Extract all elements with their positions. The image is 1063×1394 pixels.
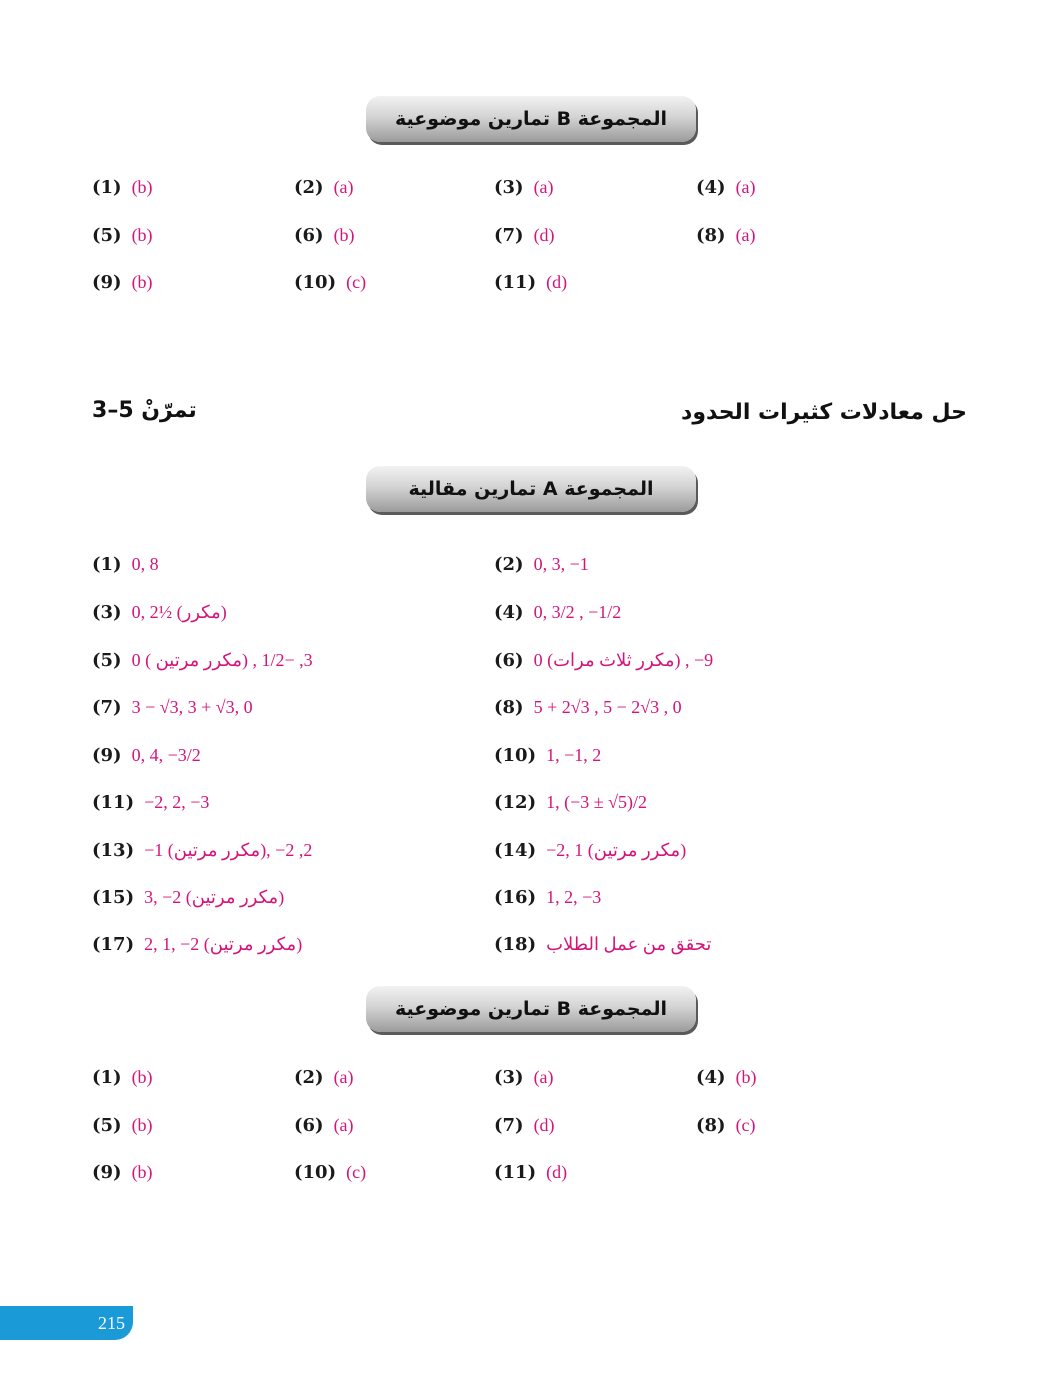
item-number: (3) (92, 601, 122, 623)
answer-item (92, 1157, 153, 1187)
answer-row (0, 929, 1063, 959)
item-answer: 0, 4, −3/2 (131, 744, 201, 765)
item-answer: (b) (131, 1114, 153, 1135)
answer-row (0, 645, 1063, 675)
item-answer: (c) (346, 271, 367, 292)
answer-row (0, 740, 1063, 770)
item-number: (5) (92, 224, 122, 246)
item-number: (11) (494, 271, 537, 293)
item-number: (16) (494, 886, 537, 908)
item-answer: 0, 3, −1 (533, 553, 589, 574)
answer-item (294, 1157, 366, 1187)
item-number: (10) (294, 1161, 337, 1183)
answer-item (92, 645, 313, 675)
item-number: (13) (92, 839, 135, 861)
item-answer: (b) (131, 224, 153, 245)
item-number: (3) (494, 176, 524, 198)
item-number: (18) (494, 933, 537, 955)
answer-item (92, 835, 312, 865)
item-number: (4) (696, 1066, 726, 1088)
answer-row (0, 172, 1063, 202)
answer-row (0, 1062, 1063, 1092)
answer-item (92, 692, 253, 722)
item-answer: 5 + 2√3 , 5 − 2√3 , 0 (533, 696, 682, 717)
answer-item (494, 692, 682, 722)
item-answer: (a) (533, 176, 554, 197)
answer-row (0, 882, 1063, 912)
item-number: (7) (494, 1114, 524, 1136)
answer-item (494, 929, 711, 959)
item-number: (2) (294, 176, 324, 198)
answer-item (92, 1062, 153, 1092)
item-number: (6) (294, 224, 324, 246)
answer-item (494, 835, 686, 865)
item-answer: (b) (131, 1066, 153, 1087)
item-number: (7) (494, 224, 524, 246)
answer-item (494, 597, 621, 627)
item-answer: 0, 2½ (مكرر) (131, 601, 227, 622)
item-answer: 1, −1, 2 (546, 744, 602, 765)
item-answer: 0 (مكرر ثلاث مرات) , −9 (533, 649, 714, 670)
item-number: (12) (494, 791, 537, 813)
answer-item (494, 1110, 555, 1140)
answer-item (494, 740, 601, 770)
answer-row (0, 1110, 1063, 1140)
item-answer: (a) (333, 176, 354, 197)
item-number: (5) (92, 1114, 122, 1136)
item-number: (4) (696, 176, 726, 198)
answer-item (92, 267, 153, 297)
item-answer: (b) (735, 1066, 757, 1087)
item-number: (15) (92, 886, 135, 908)
answer-item (294, 267, 366, 297)
item-answer: (d) (546, 1161, 568, 1182)
answer-item (696, 220, 756, 250)
item-number: (10) (494, 744, 537, 766)
item-answer: (b) (131, 176, 153, 197)
item-number: (11) (494, 1161, 537, 1183)
item-number: (10) (294, 271, 337, 293)
item-number: (9) (92, 271, 122, 293)
item-number: (17) (92, 933, 135, 955)
item-answer: (b) (131, 271, 153, 292)
item-number: (8) (696, 224, 726, 246)
answer-item (92, 740, 201, 770)
answer-item (294, 220, 355, 250)
item-number: (11) (92, 791, 135, 813)
item-answer: −2, 2, −3 (144, 791, 210, 812)
answer-item (92, 597, 227, 627)
section-title: حل معادلات كثيرات الحدود (681, 400, 967, 425)
answer-item (696, 172, 756, 202)
answer-row (0, 787, 1063, 817)
answer-item (494, 267, 567, 297)
answer-item (494, 1157, 567, 1187)
banner-title: المجموعة B تمارين موضوعية (395, 108, 667, 130)
item-number: (9) (92, 744, 122, 766)
item-number: (9) (92, 1161, 122, 1183)
item-answer: −1 (مكرر مرتين), −2, 2 (144, 839, 313, 860)
item-answer: (a) (735, 176, 756, 197)
answer-row (0, 1157, 1063, 1187)
item-number: (14) (494, 839, 537, 861)
answer-item (92, 549, 159, 579)
item-number: (8) (494, 696, 524, 718)
top-group-b-banner (366, 96, 696, 142)
item-number: (2) (494, 553, 524, 575)
item-number: (7) (92, 696, 122, 718)
item-answer: (a) (533, 1066, 554, 1087)
item-answer: −2, 1 (مكرر مرتين) (546, 839, 687, 860)
answer-item (696, 1062, 757, 1092)
item-number: (4) (494, 601, 524, 623)
item-answer: 2, 1, −2 (مكرر مرتين) (144, 933, 303, 954)
answer-row (0, 597, 1063, 627)
banner-title: المجموعة B تمارين موضوعية (395, 998, 667, 1020)
answer-item (696, 1110, 756, 1140)
item-answer: 3, −2 (مكرر مرتين) (144, 886, 285, 907)
answer-item (494, 549, 589, 579)
answer-item (494, 882, 601, 912)
item-answer: 3 − √3, 3 + √3, 0 (131, 696, 253, 717)
item-number: (1) (92, 553, 122, 575)
item-answer: (a) (333, 1066, 354, 1087)
item-answer: (a) (735, 224, 756, 245)
answer-item (92, 929, 302, 959)
item-number: (5) (92, 649, 122, 671)
answer-item (294, 1110, 354, 1140)
answer-item (294, 1062, 354, 1092)
item-number: (3) (494, 1066, 524, 1088)
answer-item (494, 1062, 554, 1092)
banner-title: المجموعة A تمارين مقالية (408, 478, 654, 500)
exercise-label: تمرّنْ 5–3 (92, 398, 197, 423)
item-answer: 1, 2, −3 (546, 886, 602, 907)
answer-item (294, 172, 354, 202)
item-answer: تحقق من عمل الطلاب (546, 933, 712, 954)
answer-row (0, 220, 1063, 250)
item-answer: (c) (735, 1114, 756, 1135)
group-b-banner (366, 986, 696, 1032)
answer-item (494, 787, 647, 817)
answer-row (0, 267, 1063, 297)
item-answer: 0, 8 (131, 553, 159, 574)
item-answer: (b) (131, 1161, 153, 1182)
item-number: (2) (294, 1066, 324, 1088)
answer-item (92, 220, 153, 250)
group-a-banner (366, 466, 696, 512)
item-answer: 0 ( مكرر مرتين) , 3, −1/2 (131, 649, 313, 670)
answer-row (0, 692, 1063, 722)
item-answer: (b) (333, 224, 355, 245)
item-number: (8) (696, 1114, 726, 1136)
answer-row (0, 549, 1063, 579)
answer-item (92, 787, 209, 817)
item-answer: (d) (533, 1114, 555, 1135)
item-number: (6) (294, 1114, 324, 1136)
item-answer: 0, 3/2 , −1/2 (533, 601, 622, 622)
answer-item (494, 220, 555, 250)
answer-row (0, 835, 1063, 865)
item-number: (1) (92, 176, 122, 198)
answer-item (92, 1110, 153, 1140)
answer-item (494, 172, 554, 202)
item-number: (6) (494, 649, 524, 671)
answer-item (494, 645, 713, 675)
item-answer: (d) (533, 224, 555, 245)
answer-item (92, 172, 153, 202)
item-answer: (d) (546, 271, 568, 292)
answer-item (92, 882, 284, 912)
item-answer: (c) (346, 1161, 367, 1182)
item-answer: 1, (−3 ± √5)/2 (546, 791, 647, 812)
item-answer: (a) (333, 1114, 354, 1135)
item-number: (1) (92, 1066, 122, 1088)
page-number-tab (0, 1306, 133, 1340)
page-number: 215 (98, 1312, 125, 1333)
